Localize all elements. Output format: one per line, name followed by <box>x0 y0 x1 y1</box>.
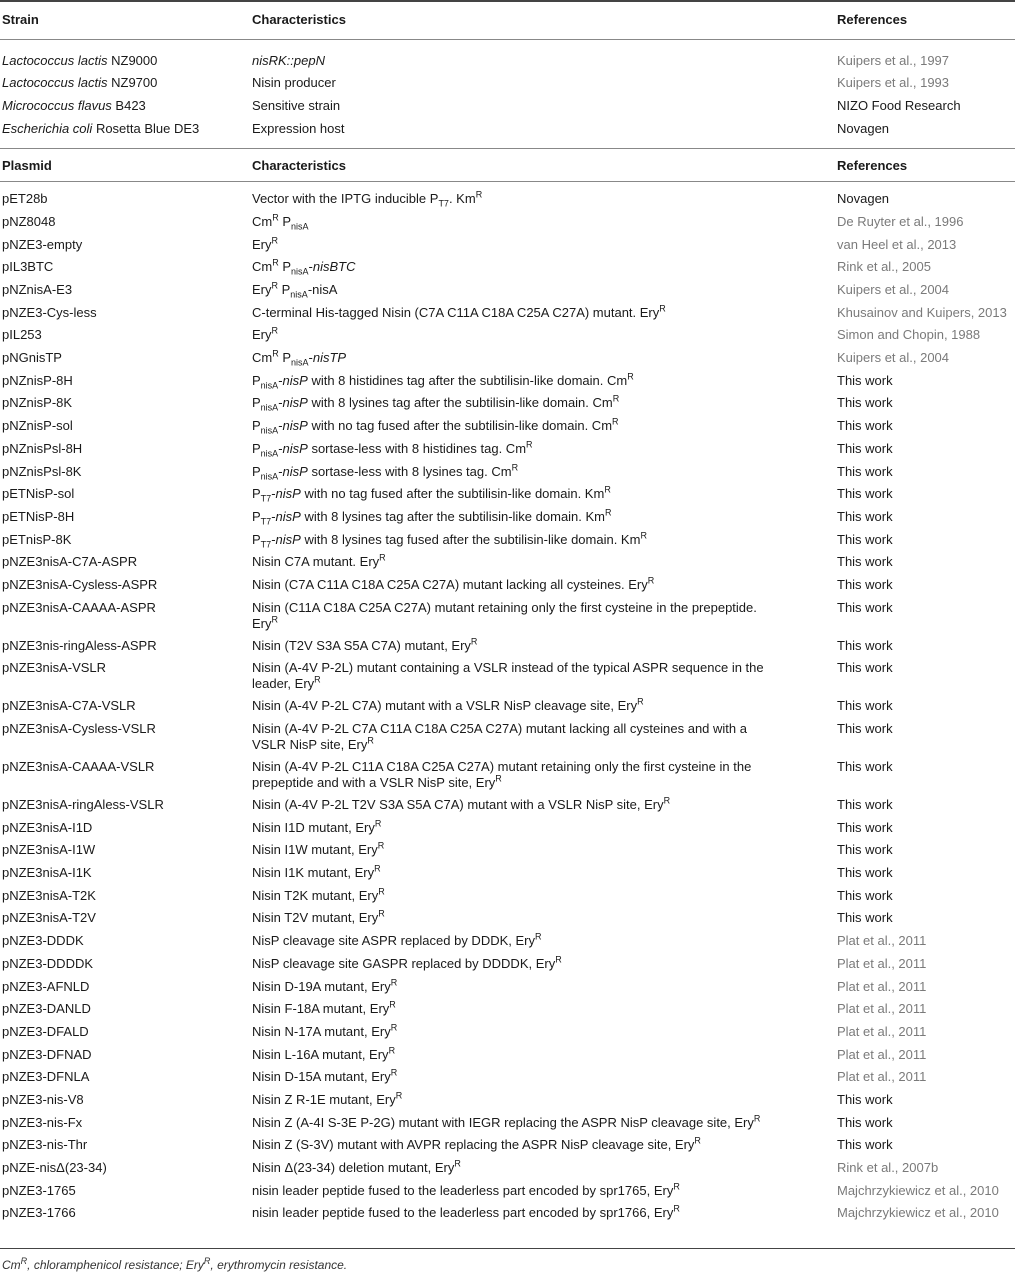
plasmid-reference: This work <box>837 440 893 456</box>
footnote: $Cm^R$, chloramphenicol resistance; Ery$^R$, erythromycin resistance. <box>2 1256 348 1272</box>
plasmid-row <box>0 211 1015 234</box>
plasmid-name: pNZE3-DANLD <box>2 1001 91 1017</box>
plasmid-characteristics: NisP cleavage site GASPR replaced by DDDDK, Ery$^R$ <box>252 954 562 971</box>
plasmid-characteristics: $P_{nisA}$-nisP with 8 histidines tag after the subtilisin-like domain. $Cm^R$ <box>252 371 634 391</box>
plasmid-name: pNZE3nisA-Cysless-ASPR <box>2 576 158 592</box>
plasmid-row <box>0 1134 1015 1157</box>
strain-row <box>0 95 1015 118</box>
plasmid-reference: This work <box>837 486 893 502</box>
plasmid-reference: This work <box>837 463 893 479</box>
plasmid-reference: This work <box>837 910 893 926</box>
plasmid-name: pNZE3nisA-C7A-ASPR <box>2 554 138 570</box>
plasmid-characteristics: Nisin Z (A-4I S-3E P-2G) mutant with IEGR replacing the ASPR NisP cleavage site, Ery$^R$ <box>252 1113 761 1130</box>
plasmid-reference: This work <box>837 759 893 774</box>
plasmid-row <box>0 324 1015 347</box>
plasmid-characteristics: Nisin T2K mutant, Ery$^R$ <box>252 886 385 903</box>
section-rule <box>0 140 1015 149</box>
plasmid-reference: De Ruyter et al., 1996 <box>837 213 964 229</box>
plasmid-name: pNZE3nisA-T2K <box>2 887 96 903</box>
plasmid-reference: This work <box>837 531 893 547</box>
plasmid-name: pNZE3nisA-ringAless-VSLR <box>2 797 164 812</box>
plasmid-row <box>0 234 1015 257</box>
plasmid-row <box>0 370 1015 393</box>
plasmid-reference: Plat et al., 2011 <box>837 1069 927 1085</box>
plasmid-row <box>0 1021 1015 1044</box>
plasmid-name: pNZE3nisA-CAAAA-ASPR <box>2 599 156 615</box>
plasmid-characteristics: $Cm^R$ $P_{nisA}$-nisTP <box>252 348 347 368</box>
header-characteristics: Characteristics <box>252 158 346 174</box>
plasmid-name: pNGnisTP <box>2 350 62 366</box>
plasmid-characteristics: Nisin (A-4V P-2L T2V S3A S5A C7A) mutant with a VSLR NisP site, Ery$^R$ <box>252 795 671 812</box>
strain-row <box>0 72 1015 95</box>
plasmid-characteristics: Nisin T2V mutant, Ery$^R$ <box>252 909 385 926</box>
plasmid-reference: Majchrzykiewicz et al., 2010 <box>837 1182 999 1198</box>
plasmid-reference: This work <box>837 819 893 835</box>
plasmid-row <box>0 1180 1015 1203</box>
plasmid-row <box>0 930 1015 953</box>
plasmid-row <box>0 1112 1015 1135</box>
plasmid-name: pNZE3nisA-I1D <box>2 819 93 835</box>
plasmid-characteristics: $Cm^R$ $P_{nisA}$-nisBTC <box>252 257 356 277</box>
plasmid-reference: van Heel et al., 2013 <box>837 236 957 252</box>
strain-characteristics: nisRK::pepN <box>252 52 325 68</box>
header-characteristics: Characteristics <box>252 12 346 27</box>
strain-reference: NIZO Food Research <box>837 97 961 113</box>
plasmid-name: pIL253 <box>2 327 42 343</box>
plasmid-characteristics: Nisin (T2V S3A S5A C7A) mutant, Ery$^R$ <box>252 636 478 653</box>
plasmid-reference: This work <box>837 418 893 434</box>
plasmid-row <box>0 695 1015 718</box>
plasmid-row <box>0 302 1015 325</box>
plasmid-characteristics: Nisin (A-4V P-2L C7A) mutant with a VSLR NisP cleavage site, Ery$^R$ <box>252 696 644 714</box>
plasmid-name: pIL3BTC <box>2 259 54 275</box>
plasmid-name: pNZ8048 <box>2 213 56 229</box>
plasmid-row <box>0 506 1015 529</box>
plasmid-name: pNZnisP-8K <box>2 395 73 411</box>
header-references: References <box>837 158 908 174</box>
plasmid-reference: Kuipers et al., 2004 <box>837 350 950 366</box>
plasmid-characteristics: Nisin D-15A mutant, Ery$^R$ <box>252 1067 398 1085</box>
plasmid-row <box>0 279 1015 302</box>
strain-header-row <box>0 0 1015 39</box>
plasmid-row <box>0 551 1015 574</box>
plasmid-name: pNZnisPsl-8H <box>2 440 83 456</box>
plasmid-name: pNZnisA-E3 <box>2 282 73 297</box>
plasmid-name: pNZE3nisA-I1W <box>2 842 96 858</box>
plasmid-row <box>0 794 1015 817</box>
plasmid-name: pNZE3-DDDK <box>2 933 84 949</box>
plasmid-characteristics: $P_{nisA}$-nisP with 8 lysines tag after the subtilisin-like domain. $Cm^R$ <box>252 394 620 414</box>
header-plasmid: Plasmid <box>2 158 52 174</box>
plasmid-row <box>0 529 1015 552</box>
strain-name: Lactococcus lactis NZ9000 <box>2 52 158 68</box>
plasmid-row <box>0 953 1015 976</box>
plasmid-characteristics: $P_{T7}$-nisP with no tag fused after the subtilisin-like domain. $Km^R$ <box>252 484 611 504</box>
plasmid-row <box>0 817 1015 840</box>
plasmid-row <box>0 188 1015 211</box>
plasmid-reference: Majchrzykiewicz et al., 2010 <box>837 1205 999 1221</box>
plasmid-name: pNZE3-nis-Thr <box>2 1137 88 1153</box>
plasmid-row <box>0 1066 1015 1089</box>
plasmid-name: pNZE3nisA-Cysless-VSLR <box>2 721 156 736</box>
plasmid-reference: This work <box>837 1114 893 1130</box>
plasmid-name: pETnisP-8K <box>2 531 72 547</box>
plasmid-row <box>0 885 1015 908</box>
plasmid-name: pNZnisP-8H <box>2 372 73 388</box>
plasmid-characteristics: Nisin F-18A mutant, Ery$^R$ <box>252 999 396 1017</box>
plasmid-characteristics: Nisin (A-4V P-2L C11A C18A C25A C27A) mutant retaining only the first cysteine in the prepeptide and with a VSLR NisP site, Ery$^R$ <box>252 759 752 790</box>
plasmid-reference: Plat et al., 2011 <box>837 933 927 949</box>
plasmid-reference: This work <box>837 508 893 524</box>
plasmid-characteristics: Nisin Z (S-3V) mutant with AVPR replacing the ASPR NisP cleavage site, Ery$^R$ <box>252 1135 701 1153</box>
plasmid-row <box>0 415 1015 438</box>
bottom-rule <box>0 1248 1015 1249</box>
plasmid-row <box>0 1157 1015 1180</box>
plasmid-row <box>0 976 1015 999</box>
strain-reference: Kuipers et al., 1997 <box>837 52 950 68</box>
plasmid-name: pNZE3-DFNAD <box>2 1046 92 1062</box>
plasmid-reference: This work <box>837 887 893 903</box>
plasmid-characteristics: $P_{nisA}$-nisP sortase-less with 8 lysines tag. $Cm^R$ <box>252 462 519 482</box>
plasmid-reference: This work <box>837 1091 893 1107</box>
plasmid-characteristics: C-terminal His-tagged Nisin (C7A C11A C18A C25A C27A) mutant. Ery$^R$ <box>252 303 666 320</box>
strain-name: Escherichia coli Rosetta Blue DE3 <box>2 120 200 136</box>
strain-characteristics: Sensitive strain <box>252 97 341 113</box>
plasmid-characteristics: Nisin Z R-1E mutant, Ery$^R$ <box>252 1090 403 1107</box>
plasmid-name: pNZE3-1765 <box>2 1182 76 1198</box>
header-references: References <box>837 12 908 27</box>
plasmid-reference: This work <box>837 660 893 676</box>
plasmid-row <box>0 998 1015 1021</box>
plasmid-characteristics: Nisin N-17A mutant, Ery$^R$ <box>252 1022 398 1039</box>
plasmid-characteristics: NisP cleavage site ASPR replaced by DDDK, Ery$^R$ <box>252 931 542 949</box>
plasmid-reference: Khusainov and Kuipers, 2013 <box>837 304 1007 320</box>
plasmid-row <box>0 1044 1015 1067</box>
plasmid-name: pNZE3nis-ringAless-ASPR <box>2 637 157 653</box>
plasmid-characteristics: Nisin (C7A C11A C18A C25A C27A) mutant lacking all cysteines. Ery$^R$ <box>252 575 655 592</box>
plasmid-reference: This work <box>837 1137 893 1153</box>
plasmid-row <box>0 839 1015 862</box>
plasmid-row <box>0 756 1015 794</box>
plasmid-characteristics: $P_{T7}$-nisP with 8 lysines tag after the subtilisin-like domain. $Km^R$ <box>252 507 612 527</box>
plasmid-row <box>0 907 1015 930</box>
plasmid-name: pNZE3-nis-V8 <box>2 1091 84 1107</box>
plasmid-reference: Plat et al., 2011 <box>837 978 927 994</box>
plasmid-name: pET28b <box>2 191 48 207</box>
plasmid-name: pNZE3-AFNLD <box>2 978 90 994</box>
plasmid-name: pNZE3-DFNLA <box>2 1069 90 1085</box>
strain-characteristics: Expression host <box>252 120 345 136</box>
plasmid-row <box>0 597 1015 635</box>
plasmid-name: pNZE3-DFALD <box>2 1023 89 1039</box>
plasmid-reference: This work <box>837 576 893 592</box>
plasmid-reference: Plat et al., 2011 <box>837 1001 927 1017</box>
plasmid-reference: This work <box>837 637 893 653</box>
plasmid-name: pNZnisP-sol <box>2 418 73 434</box>
plasmid-reference: This work <box>837 599 893 615</box>
plasmid-reference: This work <box>837 395 893 411</box>
strain-reference: Novagen <box>837 120 890 136</box>
plasmid-row <box>0 1089 1015 1112</box>
plasmid-reference: Plat et al., 2011 <box>837 955 927 971</box>
plasmid-row <box>0 574 1015 597</box>
plasmid-reference: This work <box>837 797 893 812</box>
plasmid-reference: Plat et al., 2011 <box>837 1023 927 1039</box>
plasmid-row <box>0 347 1015 370</box>
plasmid-name: pNZE3nisA-VSLR <box>2 660 107 676</box>
plasmid-row <box>0 256 1015 279</box>
plasmid-name: pETNisP-sol <box>2 486 75 502</box>
plasmid-characteristics: Nisin L-16A mutant, Ery$^R$ <box>252 1045 396 1062</box>
plasmid-reference: This work <box>837 721 893 736</box>
plasmid-name: pNZE3-DDDDK <box>2 955 94 971</box>
plasmid-characteristics: nisin leader peptide fused to the leaderless part encoded by spr1765, Ery$^R$ <box>252 1181 680 1198</box>
strain-row <box>0 50 1015 73</box>
plasmid-characteristics: Ery$^R$ $P_{nisA}$-nisA <box>252 280 338 300</box>
plasmid-name: pETNisP-8H <box>2 508 75 524</box>
plasmid-reference: Rink et al., 2007b <box>837 1160 939 1175</box>
plasmid-name: pNZE3-empty <box>2 236 83 252</box>
strain-name: Lactococcus lactis NZ9700 <box>2 75 158 91</box>
plasmid-header-row <box>0 149 1015 182</box>
plasmid-name: pNZE3nisA-T2V <box>2 910 96 926</box>
plasmid-reference: This work <box>837 372 893 388</box>
plasmid-characteristics: nisin leader peptide fused to the leaderless part encoded by spr1766, Ery$^R$ <box>252 1204 680 1221</box>
plasmid-name: pNZE3nisA-I1K <box>2 865 92 881</box>
strain-name: Micrococcus flavus B423 <box>2 97 146 113</box>
strain-row <box>0 118 1015 141</box>
header-strain: Strain <box>2 12 39 27</box>
plasmid-characteristics: Nisin I1W mutant, Ery$^R$ <box>252 841 385 858</box>
plasmid-characteristics: $Cm^R$ $P_{nisA}$ <box>252 212 309 232</box>
plasmid-characteristics: Vector with the IPTG inducible $P_{T7}$. $Km^R$ <box>252 189 483 209</box>
plasmid-name: pNZE3-nis-Fx <box>2 1114 83 1130</box>
plasmid-reference: Plat et al., 2011 <box>837 1046 927 1062</box>
plasmid-characteristics: Nisin I1K mutant, Ery$^R$ <box>252 863 381 881</box>
plasmid-characteristics: Nisin (A-4V P-2L) mutant containing a VSLR instead of the typical ASPR sequence in the leader, Ery$^R$ <box>252 660 764 692</box>
plasmid-characteristics: Ery$^R$ <box>252 235 278 252</box>
plasmid-row <box>0 461 1015 484</box>
plasmid-characteristics: Ery$^R$ <box>252 326 278 343</box>
plasmid-characteristics: Nisin (A-4V P-2L C7A C11A C18A C25A C27A) mutant lacking all cysteines and with a VSLR NisP site, Ery$^R$ <box>252 721 747 752</box>
plasmid-row <box>0 438 1015 461</box>
plasmid-characteristics: Nisin Δ(23-34) deletion mutant, Ery$^R$ <box>252 1158 461 1175</box>
plasmid-row <box>0 1202 1015 1225</box>
strain-characteristics: Nisin producer <box>252 75 336 91</box>
plasmid-row <box>0 718 1015 756</box>
plasmid-reference: Rink et al., 2005 <box>837 259 931 275</box>
plasmid-characteristics: Nisin I1D mutant, Ery$^R$ <box>252 818 382 835</box>
plasmid-characteristics: Nisin C7A mutant. Ery$^R$ <box>252 552 386 570</box>
plasmid-characteristics: $P_{nisA}$-nisP sortase-less with 8 histidines tag. $Cm^R$ <box>252 439 533 459</box>
spacer <box>0 40 1015 50</box>
plasmid-name: pNZE3nisA-C7A-VSLR <box>2 698 136 714</box>
plasmid-name: pNZE3-1766 <box>2 1205 76 1221</box>
plasmid-row <box>0 862 1015 885</box>
plasmid-row <box>0 392 1015 415</box>
plasmid-reference: Novagen <box>837 191 890 207</box>
plasmid-name: pNZE-nisΔ(23-34) <box>2 1160 107 1175</box>
plasmid-characteristics: Nisin (C11A C18A C25A C27A) mutant retaining only the first cysteine in the prepeptide. Ery$^R$ <box>252 599 757 631</box>
plasmid-reference: Simon and Chopin, 1988 <box>837 327 981 343</box>
strain-reference: Kuipers et al., 1993 <box>837 75 950 91</box>
plasmid-row <box>0 635 1015 658</box>
plasmid-reference: This work <box>837 698 893 714</box>
plasmid-reference: Kuipers et al., 2004 <box>837 282 950 297</box>
plasmid-name: pNZnisPsl-8K <box>2 463 82 479</box>
plasmid-reference: This work <box>837 842 893 858</box>
plasmid-reference: This work <box>837 865 893 881</box>
plasmid-characteristics: Nisin D-19A mutant, Ery$^R$ <box>252 977 398 994</box>
plasmid-row <box>0 657 1015 695</box>
plasmid-characteristics: $P_{nisA}$-nisP with no tag fused after the subtilisin-like domain. $Cm^R$ <box>252 416 619 436</box>
plasmid-row <box>0 483 1015 506</box>
plasmid-characteristics: $P_{T7}$-nisP with 8 lysines tag fused after the subtilisin-like domain. $Km^R$ <box>252 530 647 550</box>
plasmid-reference: This work <box>837 554 893 570</box>
plasmid-name: pNZE3nisA-CAAAA-VSLR <box>2 759 155 774</box>
plasmid-name: pNZE3-Cys-less <box>2 304 97 320</box>
